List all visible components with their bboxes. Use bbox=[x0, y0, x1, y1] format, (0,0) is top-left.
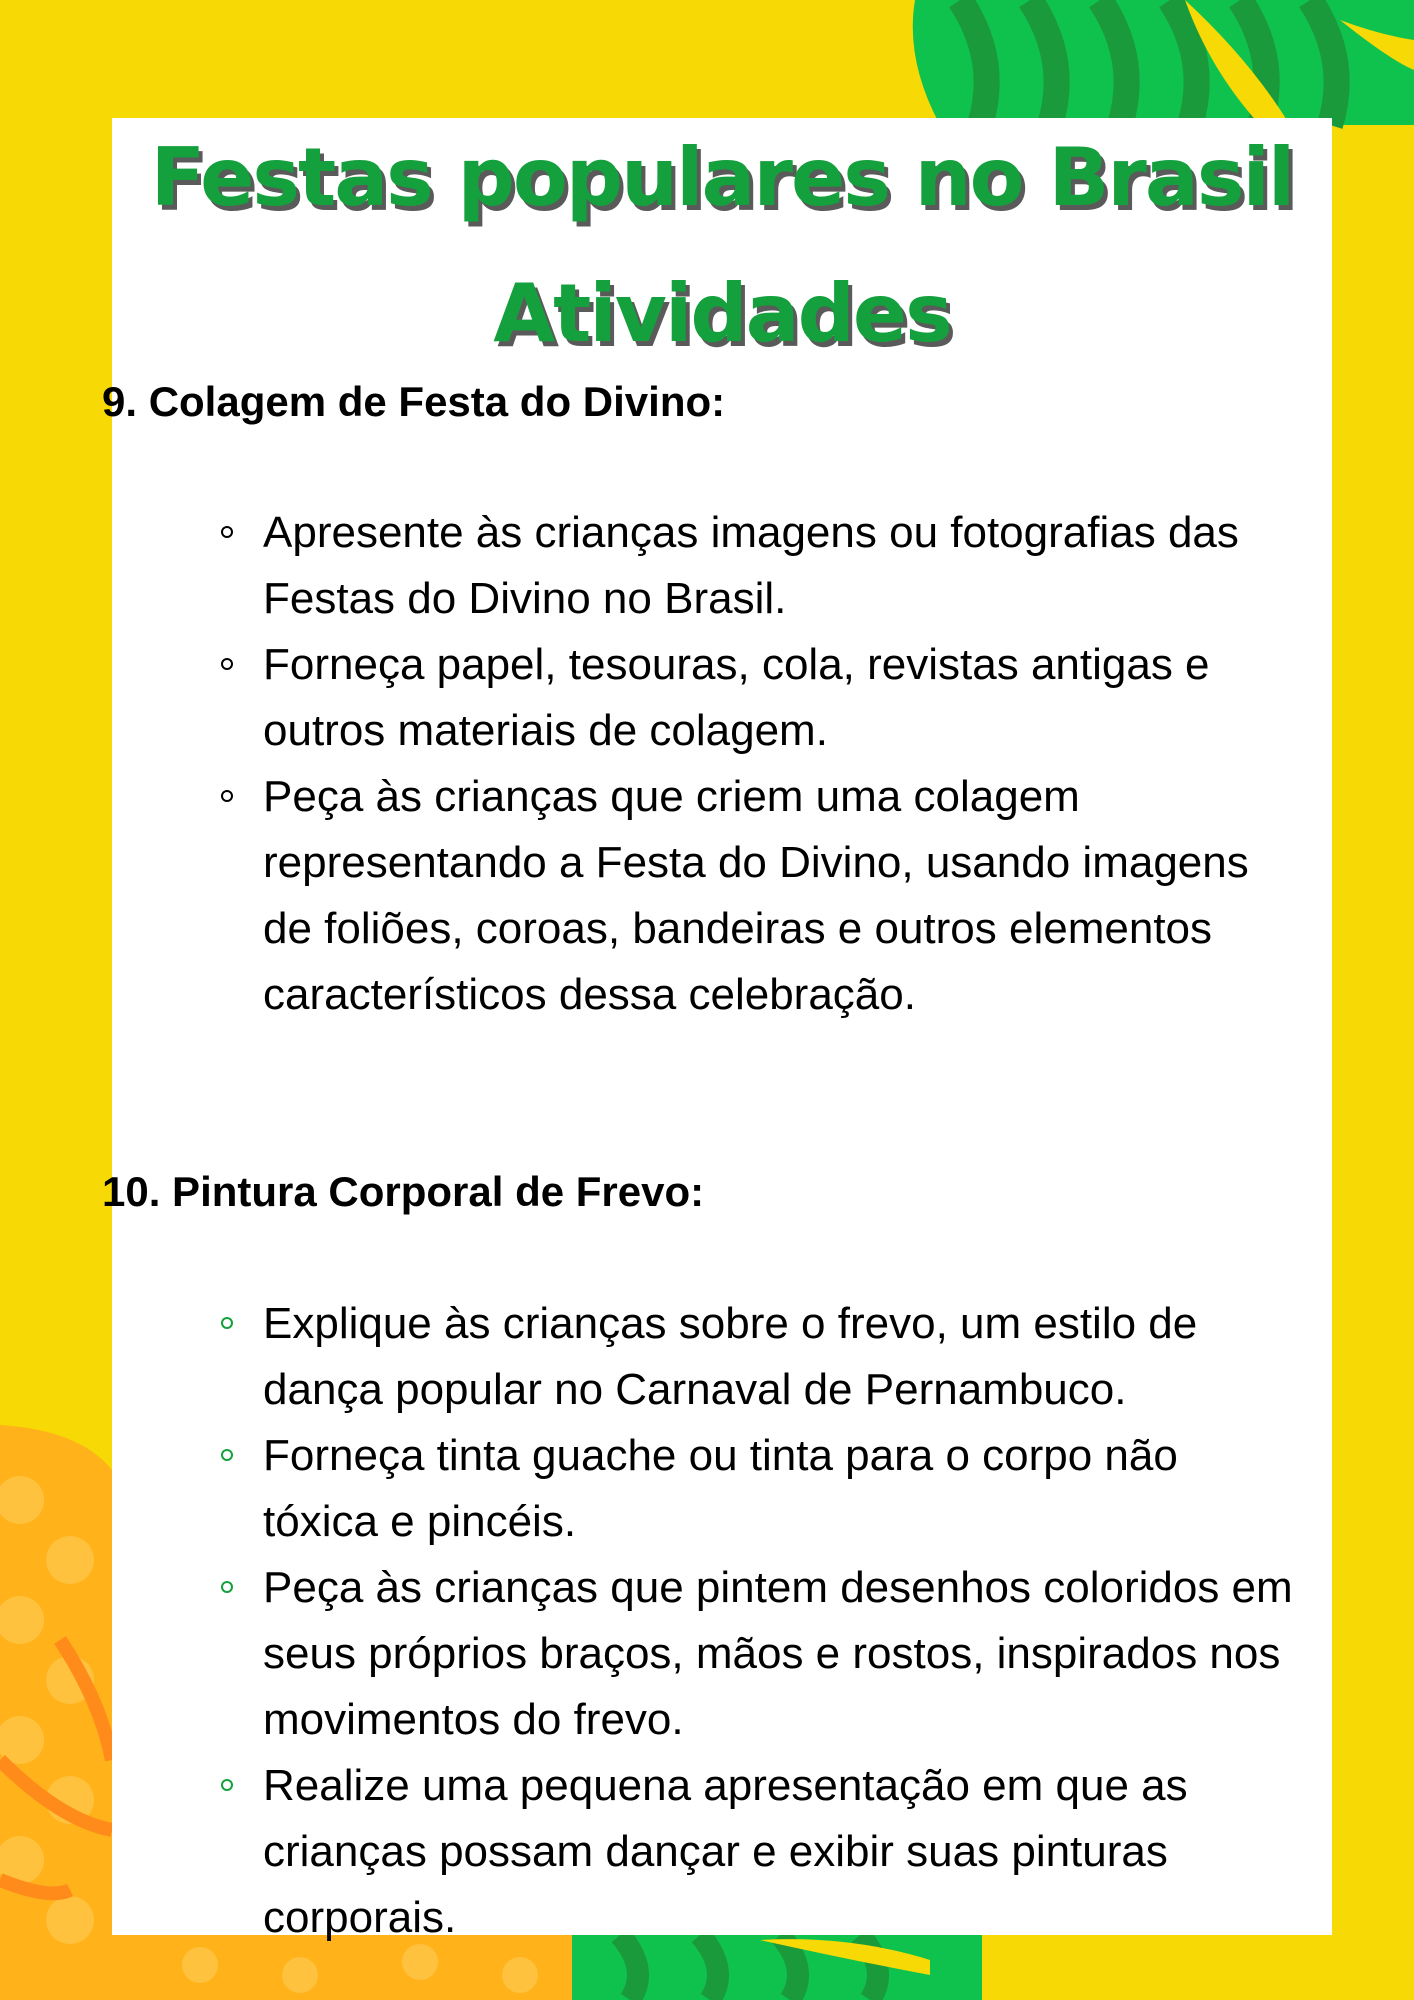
list-item: Explique às crianças sobre o frevo, um estilo de dança popular no Carnaval de Pernambuco. bbox=[263, 1291, 1303, 1423]
activity-list-frevo bbox=[263, 1291, 1303, 1951]
green-leaf-decoration bbox=[913, 0, 1414, 125]
list-item: Realize uma pequena apresentação em que as crianças possam dançar e exibir suas pinturas corporais. bbox=[263, 1753, 1303, 1951]
section-heading-colagem: 9. Colagem de Festa do Divino: bbox=[102, 378, 726, 425]
list-item: Peça às crianças que criem uma colagem representando a Festa do Divino, usando imagens de foliões, coroas, bandeiras e outros elementos característicos dessa celebração. bbox=[263, 764, 1303, 1028]
circle-bullet-icon bbox=[221, 526, 233, 538]
activity-list-colagem bbox=[263, 500, 1303, 1028]
circle-bullet-icon bbox=[221, 1449, 233, 1461]
page-subtitle: Atividades bbox=[493, 267, 951, 360]
circle-bullet-icon bbox=[221, 1581, 233, 1593]
list-item: Forneça papel, tesouras, cola, revistas antigas e outros materiais de colagem. bbox=[263, 632, 1303, 764]
circle-bullet-icon bbox=[221, 658, 233, 670]
circle-bullet-icon bbox=[221, 1317, 233, 1329]
section-heading-frevo: 10. Pintura Corporal de Frevo: bbox=[102, 1168, 705, 1215]
list-item: Apresente às crianças imagens ou fotografias das Festas do Divino no Brasil. bbox=[263, 500, 1303, 632]
orange-dot-pattern bbox=[0, 1425, 112, 2000]
circle-bullet-icon bbox=[221, 1779, 233, 1791]
list-item: Peça às crianças que pintem desenhos coloridos em seus próprios braços, mãos e rostos, inspirados nos movimentos do frevo. bbox=[263, 1555, 1303, 1753]
circle-bullet-icon bbox=[221, 790, 233, 802]
page-title: Festas populares no Brasil bbox=[150, 131, 1294, 224]
list-item: Forneça tinta guache ou tinta para o corpo não tóxica e pincéis. bbox=[263, 1423, 1303, 1555]
